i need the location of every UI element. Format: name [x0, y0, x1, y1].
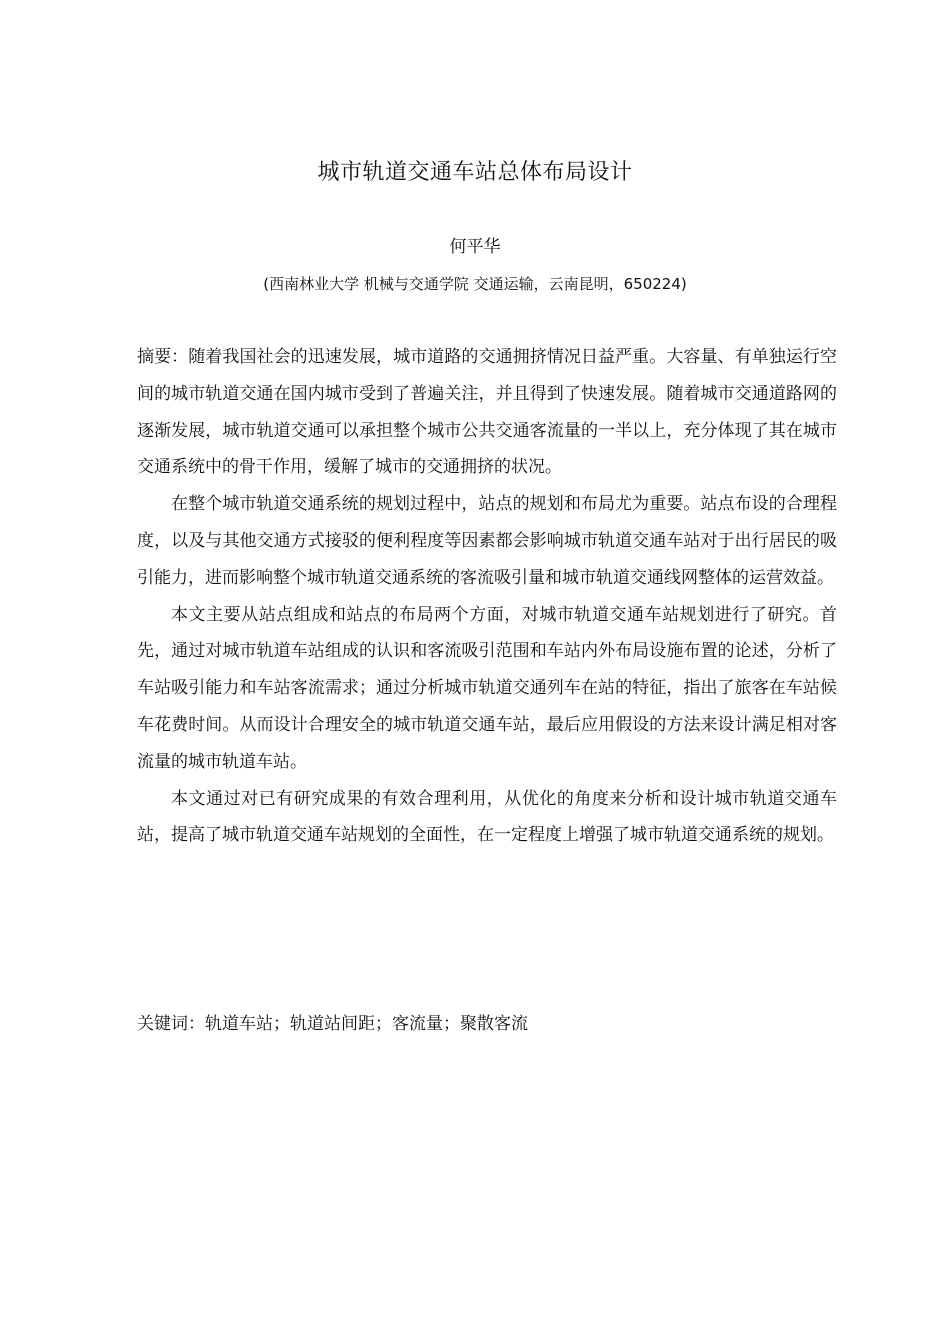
abstract-section — [137, 339, 837, 854]
abstract-paragraph-3: 本文主要从站点组成和站点的布局两个方面，对城市轨道交通车站规划进行了研究。首先，通过对城市轨道车站组成的认识和客流吸引范围和车站内外布局设施布置的论述，分析了车站吸引能力和车站客流需求；通过分析城市轨道交通列车在站的特征，指出了旅客在车站候车花费时间。从而设计合理安全的城市轨道交通车站，最后应用假设的方法来设计满足相对客流量的城市轨道车站。 — [137, 604, 837, 772]
abstract-paragraph-1: 摘要：随着我国社会的迅速发展，城市道路的交通拥挤情况日益严重。大容量、有单独运行空间的城市轨道交通在国内城市受到了普遍关注，并且得到了快速发展。随着城市交通道路网的逐渐发展，城市轨道交通可以承担整个城市公共交通客流量的一半以上，充分体现了其在城市交通系统中的骨干作用，缓解了城市的交通拥挤的状况。 — [137, 347, 837, 478]
author-affiliation: (西南林业大学 机械与交通学院 交通运输，云南昆明，650224) — [263, 275, 687, 293]
abstract-paragraph-2: 在整个城市轨道交通系统的规划过程中，站点的规划和布局尤为重要。站点布设的合理程度，以及与其他交通方式接驳的便利程度等因素都会影响城市轨道交通车站对于出行居民的吸引能力，进而影响整个城市轨道交通系统的客流吸引量和城市轨道交通线网整体的运营效益。 — [137, 494, 837, 588]
paper-title: 城市轨道交通车站总体布局设计 — [317, 160, 633, 185]
abstract-paragraph-4: 本文通过对已有研究成果的有效合理利用，从优化的角度来分析和设计城市轨道交通车站，提高了城市轨道交通车站规划的全面性，在一定程度上增强了城市轨道交通系统的规划。 — [137, 788, 837, 846]
paper-author: 何平华 — [449, 237, 501, 257]
keywords-line: 关键词：轨道车站；轨道站间距；客流量；聚散客流 — [137, 1014, 528, 1034]
